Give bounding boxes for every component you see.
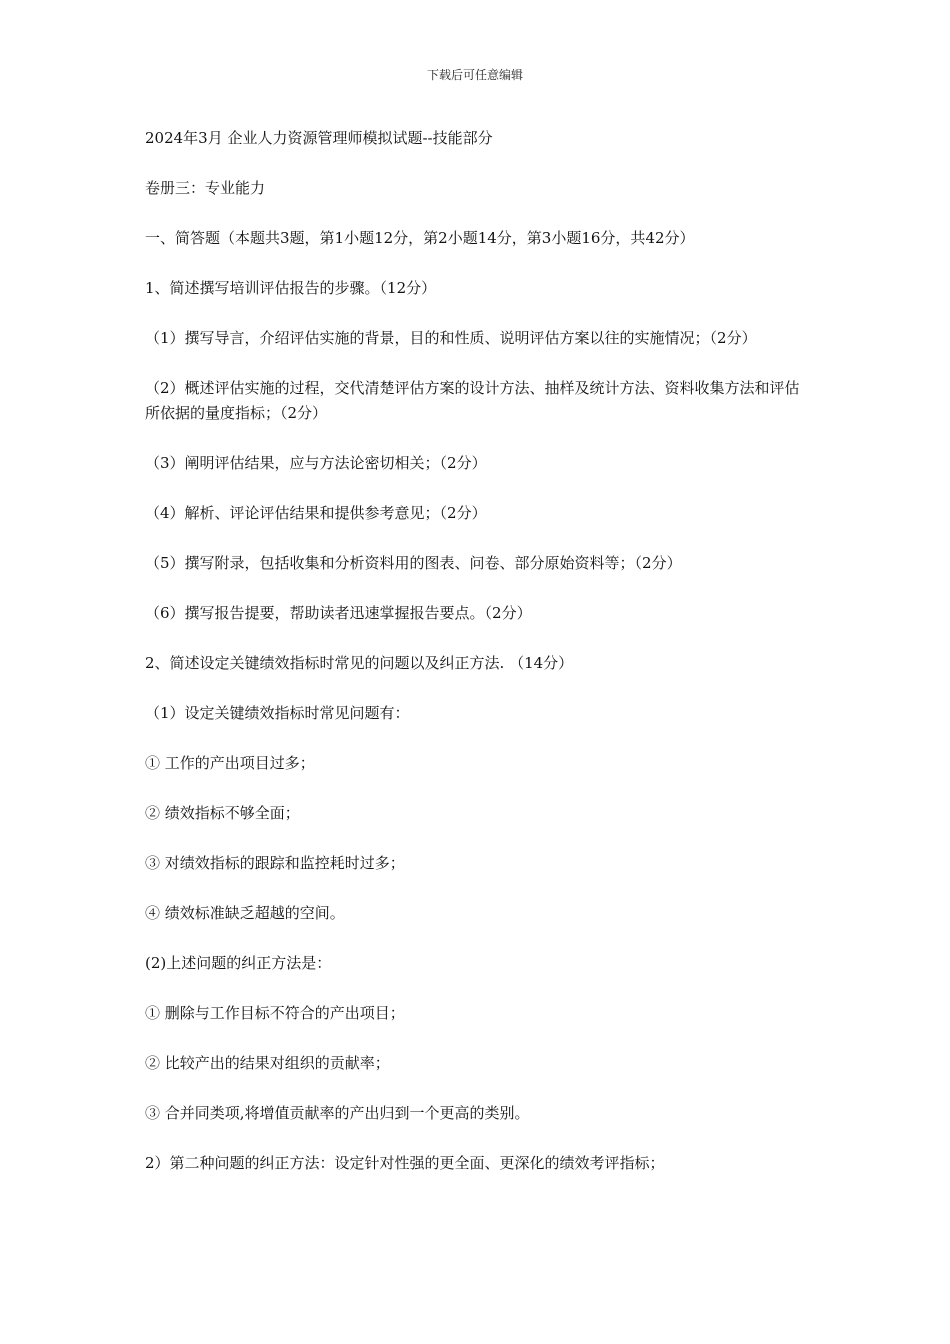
answer-step-4: （4）解析、评论评估结果和提供参考意见；（2分） [145, 503, 487, 522]
question-1: 1、简述撰写培训评估报告的步骤。（12分） [145, 279, 437, 297]
page-header-note: 下载后可任意编辑 [426, 68, 523, 82]
subheading-common-problems: （1）设定关键绩效指标时常见问题有： [145, 703, 410, 722]
subheading-correction-methods: (2)上述问题的纠正方法是： [145, 953, 332, 972]
problem-item-3: ③ 对绩效指标的跟踪和监控耗时过多； [145, 853, 405, 872]
answer-step-3: （3）阐明评估结果，应与方法论密切相关；（2分） [145, 453, 487, 472]
answer-step-2: （2）概述评估实施的过程，交代清楚评估方案的设计方法、抽样及统计方法、资料收集方法和评估所依据的量度指标；（2分） [145, 379, 800, 422]
problem-item-2: ② 绩效指标不够全面； [145, 803, 300, 822]
document-title: 2024年3月 企业人力资源管理师模拟试题--技能部分 [145, 129, 493, 147]
correction-item-2: ② 比较产出的结果对组织的贡献率； [145, 1053, 390, 1072]
answer-step-1: （1）撰写导言，介绍评估实施的背景，目的和性质、说明评估方案以往的实施情况；（2分） [145, 329, 757, 347]
problem-item-1: ① 工作的产出项目过多； [145, 753, 315, 772]
question-2: 2、简述设定关键绩效指标时常见的问题以及纠正方法. （14分） [145, 653, 574, 672]
volume-heading: 卷册三：专业能力 [145, 179, 266, 197]
correction-item-3: ③ 合并同类项,将增值贡献率的产出归到一个更高的类别。 [145, 1103, 530, 1122]
section-heading: 一、简答题（本题共3题，第1小题12分，第2小题14分，第3小题16分，共42分） [145, 229, 695, 247]
correction-item-1: ① 删除与工作目标不符合的产出项目； [145, 1003, 405, 1022]
answer-step-5: （5）撰写附录，包括收集和分析资料用的图表、问卷、部分原始资料等；（2分） [145, 553, 682, 572]
problem-item-4: ④ 绩效标准缺乏超越的空间。 [145, 903, 345, 922]
document-body [145, 126, 810, 1201]
correction-second-problem: 2）第二种问题的纠正方法：设定针对性强的更全面、更深化的绩效考评指标； [145, 1153, 665, 1172]
answer-step-6: （6）撰写报告提要，帮助读者迅速掌握报告要点。（2分） [145, 603, 532, 622]
